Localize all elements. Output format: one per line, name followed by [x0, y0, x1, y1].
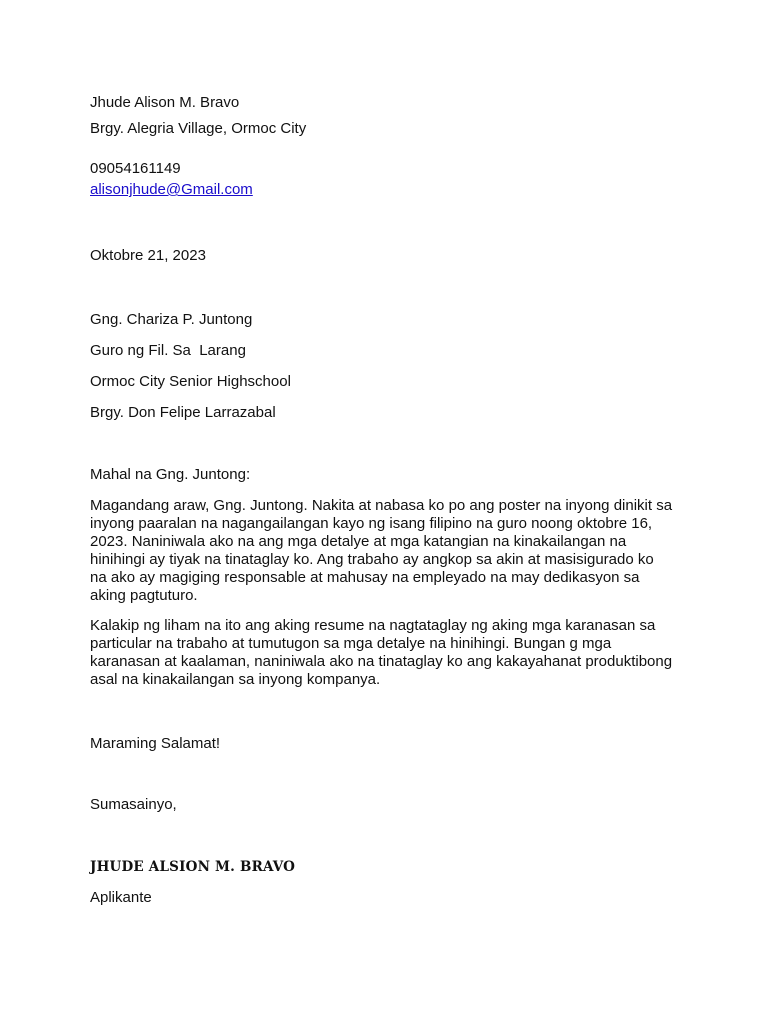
signature-name: JHUDE ALSION M. BRAVO — [90, 859, 296, 875]
sender-name: Jhude Alison M. Bravo — [90, 94, 240, 111]
paragraph-line: inyong paaralan na nagangailangan kayo ng isang filipino na guro noong oktobre 16, — [90, 515, 653, 532]
sender-phone: 09054161149 — [90, 160, 181, 177]
recipient-address: Brgy. Don Felipe Larrazabal — [90, 404, 276, 421]
paragraph-line: Magandang araw, Gng. Juntong. Nakita at nabasa ko po ang poster na inyong dinikit sa — [90, 497, 673, 514]
paragraph-line: hinihingi ay tiyak na tinataglay ko. Ang trabaho ay angkop sa akin at masisigurado ko — [90, 551, 654, 568]
paragraph-line: asal na kinakailangan sa inyong kompanya. — [90, 671, 381, 688]
sender-email-line — [90, 181, 253, 199]
thanks-line: Maraming Salamat! — [90, 735, 221, 752]
salutation: Mahal na Gng. Juntong: — [90, 466, 251, 483]
body-paragraph-2 — [90, 617, 690, 689]
paragraph-line: 2023. Naniniwala ako na ang mga detalye at mga katangian na kinakailangan na — [90, 533, 627, 550]
paragraph-line: aking pagtuturo. — [90, 587, 198, 604]
paragraph-line: karanasan at kaalaman, naniniwala ako na tinataglay ko ang kakayahanat produktibong — [90, 653, 673, 670]
sender-email-link[interactable]: alisonjhude@Gmail.com — [90, 181, 253, 198]
paragraph-line: Kalakip ng liham na ito ang aking resume na nagtataglay ng aking mga karanasan sa — [90, 617, 656, 634]
closing-line: Sumasainyo, — [90, 796, 177, 813]
recipient-name: Gng. Chariza P. Juntong — [90, 311, 253, 328]
recipient-school: Ormoc City Senior Highschool — [90, 373, 291, 390]
sender-address: Brgy. Alegria Village, Ormoc City — [90, 120, 307, 137]
body-paragraph-1 — [90, 497, 690, 605]
paragraph-line: particular na trabaho at tumutugon sa mga detalye na hinihingi. Bungan g mga — [90, 635, 612, 652]
signature-title: Aplikante — [90, 889, 152, 906]
paragraph-line: na ako ay magiging responsable at mahusay na empleyado na may dedikasyon sa — [90, 569, 640, 586]
letter-date: Oktobre 21, 2023 — [90, 247, 206, 264]
recipient-position: Guro ng Fil. Sa Larang — [90, 342, 246, 359]
